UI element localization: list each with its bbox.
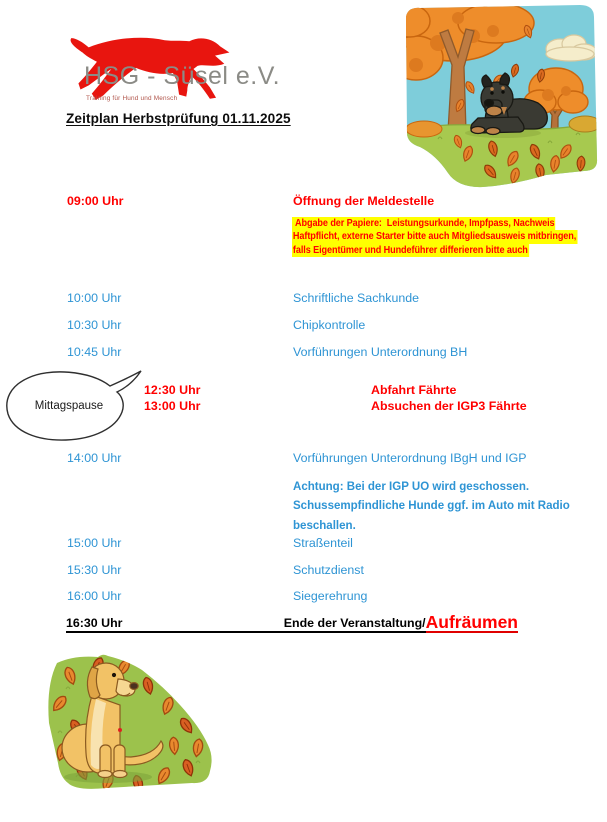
activity-unterordnung-ibgh-igp: Vorführungen Unterordnung IBgH und IGP xyxy=(293,451,527,465)
time-0900: 09:00 Uhr xyxy=(67,194,124,208)
autumn-park-rottweiler-illustration xyxy=(398,3,600,189)
activity-igp3-faehrte: Absuchen der IGP3 Fährte xyxy=(371,399,527,413)
warning-line1: Achtung: Bei der IGP UO wird geschossen. xyxy=(293,479,530,493)
warning-line2: Schussempfindliche Hunde ggf. im Auto mit Radio xyxy=(293,498,570,513)
time-1030: 10:30 Uhr xyxy=(67,318,122,332)
time-1400: 14:00 Uhr xyxy=(67,451,122,465)
papers-note xyxy=(292,217,577,257)
time-1530: 15:30 Uhr xyxy=(67,563,122,577)
activity-aufraeumen: Aufräumen xyxy=(425,612,518,632)
activity-meldestelle: Öffnung der Meldestelle xyxy=(293,194,435,208)
org-tagline: Training für Hund und Mensch xyxy=(86,95,178,102)
time-1000: 10:00 Uhr xyxy=(67,291,122,305)
time-1500: 15:00 Uhr xyxy=(67,536,122,550)
time-1045: 10:45 Uhr xyxy=(67,345,122,359)
activity-abfahrt-faehrte: Abfahrt Fährte xyxy=(371,383,457,397)
time-1630: 16:30 Uhr xyxy=(66,616,122,633)
papers-note-line1: Abgabe der Papiere: Leistungsurkunde, Impfpass, Nachweis xyxy=(292,218,555,229)
papers-note-line2: Haftpflicht, externe Starter bitte auch Mitgliedsausweis mitbringen, xyxy=(292,231,577,243)
activity-siegerehrung: Siegerehrung xyxy=(293,589,368,603)
time-1600: 16:00 Uhr xyxy=(67,589,122,603)
lunch-break-label: Mittagspause xyxy=(34,400,104,412)
schedule-row-final xyxy=(66,613,518,633)
activity-sachkunde: Schriftliche Sachkunde xyxy=(293,291,420,305)
activity-unterordnung-bh: Vorführungen Unterordnung BH xyxy=(293,345,468,359)
activity-ende: Ende der Veranstaltung/ xyxy=(284,616,426,633)
page-title: Zeitplan Herbstprüfung 01.11.2025 xyxy=(66,111,291,126)
gunshot-warning-note xyxy=(293,477,572,535)
papers-note-line3: falls Eigentümer und Hundeführer differieren bitte auch xyxy=(292,244,528,256)
activity-chipkontrolle: Chipkontrolle xyxy=(293,318,366,332)
org-name: HSG - Süsel e.V. xyxy=(84,62,281,90)
underline-filler xyxy=(122,630,283,633)
activity-schutzdienst: Schutzdienst xyxy=(293,563,364,577)
time-1300: 13:00 Uhr xyxy=(144,399,201,413)
warning-line3: beschallen. xyxy=(293,517,356,532)
golden-retriever-leaves-illustration xyxy=(46,653,221,795)
time-1230: 12:30 Uhr xyxy=(144,383,201,397)
activity-strassenteil: Straßenteil xyxy=(293,536,353,550)
